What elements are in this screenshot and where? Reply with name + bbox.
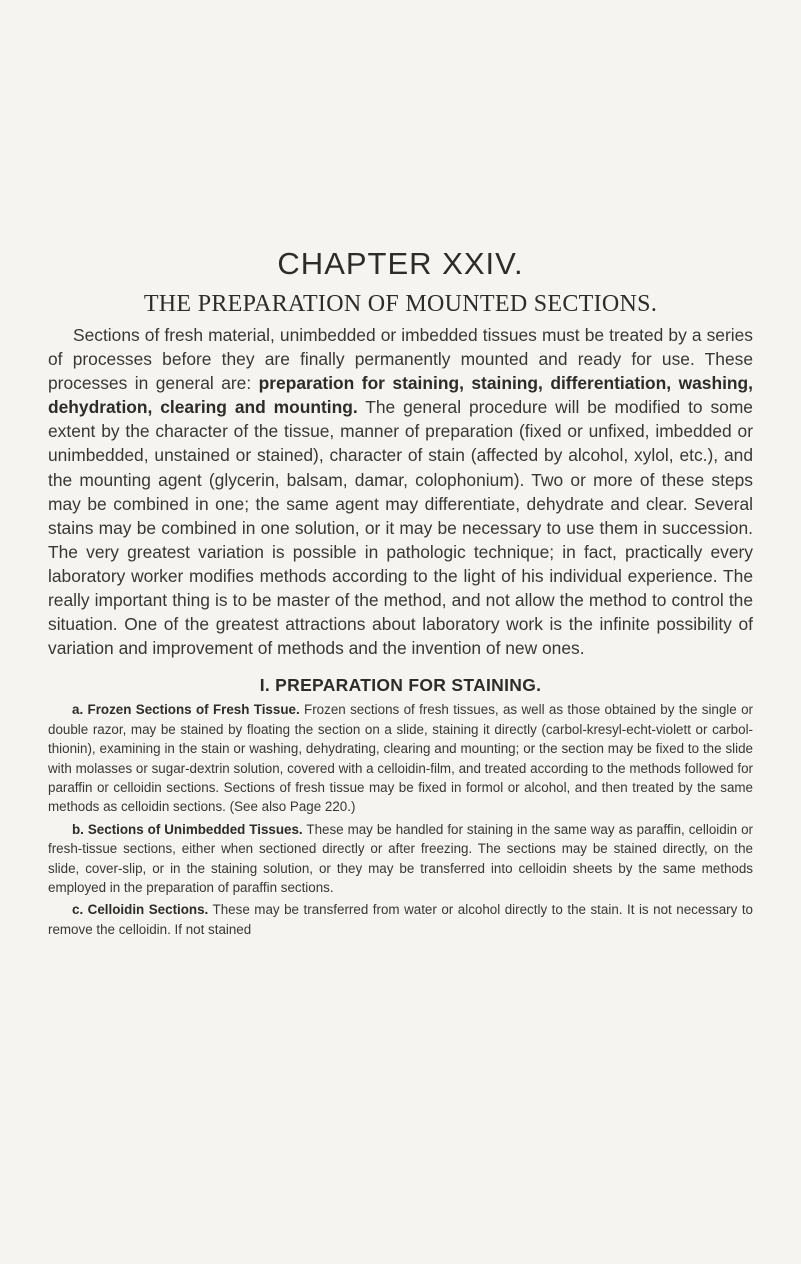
intro-paragraph: [48, 323, 753, 660]
subsection-label: b. Sections of Unimbedded Tissues.: [72, 821, 303, 837]
subsection-text: Frozen sections of fresh tissues, as well as those obtained by the single or double razor, may be stained by floating the section on a slide, staining it directly (carbol-kresyl-echt-violett or carbol-thionin), examining in the stain or washing, dehydrating, clearing and mounting; or the section may be fixed to the slide with molasses or sugar-dextrin solution, covered with a celloidin-film, and treated according to the methods followed for paraffin or celloidin sections. Sections of fresh tissue may be fixed in formol or alcohol, and then treated by the same methods as celloidin sections. (See also Page 220.): [48, 702, 754, 815]
intro-text-1: Sections of fresh material, unimbedded or imbedded tissues must be treated by a series of processes before they are finally permanently mounted and ready for use. These processes in general are:: [48, 325, 753, 394]
subsection-label: c. Celloidin Sections.: [72, 902, 209, 918]
intro-emphasis: preparation for staining, staining, differentiation, washing, dehydration, clearing and mounting.: [48, 373, 753, 418]
subsection-text: These may be transferred from water or alcohol directly to the stain. It is not necessary to remove the celloidin. If not stained: [48, 902, 753, 937]
chapter-title: THE PREPARATION OF MOUNTED SECTIONS.: [143, 291, 658, 317]
book-page: [48, 245, 753, 942]
chapter-number: CHAPTER XXIV.: [277, 246, 524, 281]
subsection-text: These may be handled for staining in the same way as paraffin, celloidin or fresh-tissue sections, either when sectioned directly or after freezing. The sections may be stained directly, on the slide, cover-slip, or in the staining solution, or they may be transferred into celloidin sheets by the same methods employed in the preparation of paraffin sections.: [48, 821, 753, 895]
subsection-frozen-sections: [48, 700, 753, 816]
intro-text-2: The general procedure will be modified to some extent by the character of the tissue, manner of preparation (fixed or unfixed, imbedded or unimbedded, unstained or stained), character of stain (affected by alcohol, xylol, etc.), and the mounting agent (glycerin, balsam, damar, colophonium). Two or more of these steps may be combined in one; the same agent may differentiate, dehydrate and clear. Several stains may be combined in one solution, or it may be necessary to use them in succession. The very greatest variation is possible in pathologic technique; in fact, practically every laboratory worker modifies methods according to the light of his individual experience. The really important thing is to be master of the method, and not allow the method to control the situation. One of the greatest attractions about laboratory work is the infinite possibility of variation and improvement of methods and the invention of new ones.: [48, 397, 753, 659]
subsection-celloidin-sections: [48, 900, 753, 939]
section-heading: I. PREPARATION FOR STAINING.: [259, 675, 542, 696]
subsection-unimbedded-tissues: [48, 820, 753, 898]
subsection-label: a. Frozen Sections of Fresh Tissue.: [72, 702, 300, 718]
